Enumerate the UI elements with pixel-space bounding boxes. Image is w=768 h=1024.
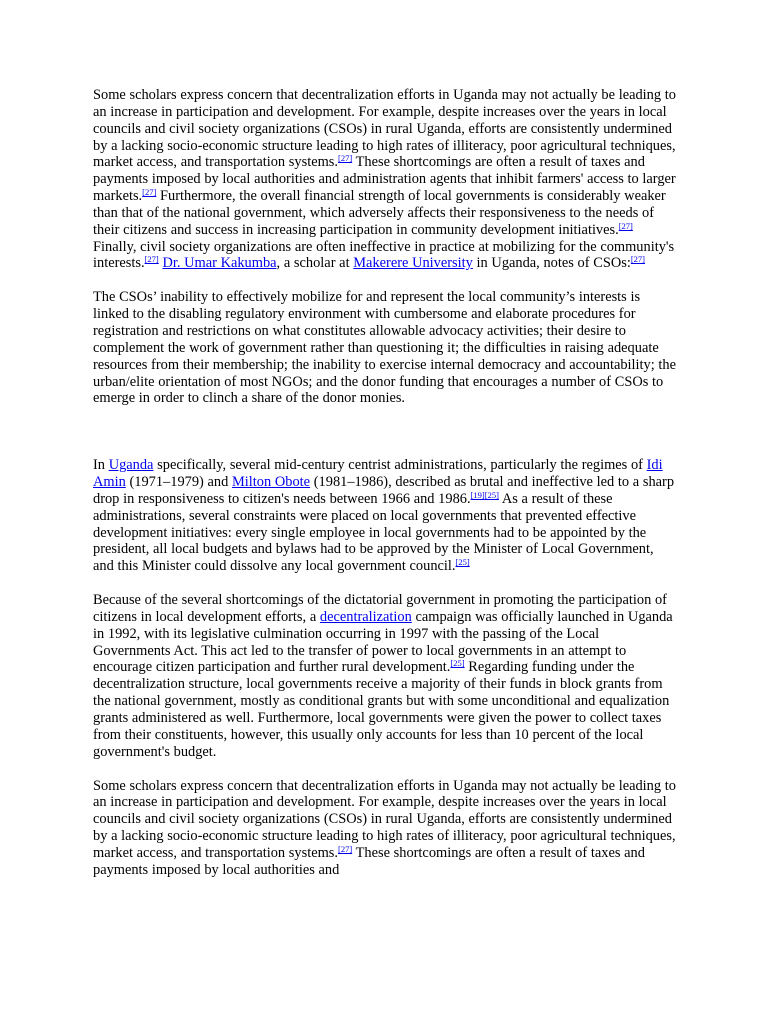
- paragraph-text: Regarding funding under the decentralization structure, local governments receive a majority of their funds in block grants from the national government, mostly as conditional grants but with some unconditional and equalization grants administered as well. Furthermore, local governments were given the power to collect taxes from their constituents, however, this usually only accounts for less than 10 percent of the local government's budget.: [93, 659, 670, 760]
- citation-link[interactable]: [27]: [337, 153, 353, 164]
- paragraph-text: These shortcomings are often a result of taxes and payments imposed by local authorities and: [93, 844, 645, 878]
- paragraph-text: in Uganda, notes of CSOs:: [472, 255, 631, 272]
- paragraph-scholars-concern: [93, 87, 676, 272]
- paragraph-scholars-concern-repeat: [93, 778, 676, 879]
- paragraph-text: In: [93, 457, 109, 474]
- paragraph-text: Because of the several shortcomings of the dictatorial government in promoting the participation of citizens in local development efforts, a: [93, 592, 667, 625]
- paragraph-text: (1971–1979) and: [125, 474, 232, 491]
- citation[interactable]: [338, 844, 352, 854]
- citation[interactable]: [450, 658, 464, 668]
- citation-link[interactable]: [27]: [144, 254, 159, 265]
- citation[interactable]: [456, 557, 470, 567]
- paragraph-text: As a result of these administrations, several constraints were placed on local governments that prevented effective development initiatives: every single employee in local governments had to be appointed by the president, all local budgets and bylaws had to be approved by the Minister of Local Government, and this Minister could dissolve any local government council.: [93, 490, 654, 575]
- link-idi-amin[interactable]: Idi Amin: [93, 457, 663, 491]
- paragraph-text: campaign was officially launched in Uganda in 1992, with its legislative culmination occurring in 1997 with the passing of the Local Governments Act. This act led to the transfer of power to local governments in an attempt to encourage citizen participation and further rural development.: [93, 608, 673, 676]
- paragraph-text: , a scholar at: [276, 255, 354, 272]
- link-uganda[interactable]: Uganda: [108, 457, 154, 474]
- citation-link[interactable]: [27]: [142, 187, 157, 198]
- paragraph-text: Furthermore, the overall financial strength of local governments is considerably weaker than that of the national government, which adversely affects their responsiveness to the needs of their citizens and success in increasing participation in community development initiatives.: [93, 188, 666, 238]
- citation-link[interactable]: [27]: [618, 220, 633, 231]
- paragraph-text: These shortcomings are often a result of taxes and payments imposed by local authorities and administration agents that inhibit farmers' access to larger markets.: [93, 154, 676, 205]
- citation-link[interactable]: [27]: [630, 254, 646, 265]
- citation-link[interactable]: [19]: [470, 489, 485, 500]
- citation[interactable]: [142, 187, 156, 197]
- citation[interactable]: [338, 153, 352, 163]
- citation[interactable]: [471, 490, 499, 500]
- citation-link[interactable]: [25]: [455, 557, 470, 568]
- paragraph-text: Some scholars express concern that decentralization efforts in Uganda may not actually be leading to an increase in participation and development. For example, despite increases over the years in local councils and civil society organizations (CSOs) in rural Uganda, efforts are consistently undermined by a lacking socio-economic structure leading to high rates of illiteracy, poor agricultural techniques, market access, and transportation systems.: [93, 777, 676, 861]
- citation[interactable]: [145, 254, 159, 264]
- link-decentralization[interactable]: decentralization: [319, 608, 412, 625]
- paragraph-text: Some scholars express concern that decentralization efforts in Uganda may not actually be leading to an increase in participation and development. For example, despite increases over the years in local councils and civil society organizations (CSOs) in rural Uganda, efforts are consistently undermined by a lacking socio-economic structure leading to high rates of illiteracy, poor agricultural techniques, market access, and transportation systems.: [93, 87, 676, 171]
- citation[interactable]: [619, 221, 633, 231]
- paragraph-uganda-regimes: [93, 457, 676, 575]
- quote-text: The CSOs’ inability to effectively mobilize for and represent the local community’s interests is linked to the disabling regulatory environment with cumbersome and elaborate procedures for registration and restrictions on what constitutes allowable advocacy activities; their desire to complement the work of government rather than questioning it; the difficulties in raising adequate resources from their membership; the inability to exercise internal democracy and accountability; the urban/elite orientation of most NGOs; and the donor funding that encourages a number of CSOs to emerge in order to clinch a share of the donor monies.: [93, 289, 677, 407]
- paragraph-text: (1981–1986), described as brutal and ineffective led to a sharp drop in responsiveness to citizen's needs between 1966 and 1986.: [93, 474, 675, 507]
- paragraph-text: specifically, several mid-century centrist administrations, particularly the regimes of: [153, 457, 647, 474]
- paragraph-decentralization-campaign: [93, 592, 676, 760]
- citation[interactable]: [631, 254, 645, 264]
- citation-link[interactable]: [25]: [450, 658, 465, 669]
- link-makerere-university[interactable]: Makerere University: [353, 255, 473, 272]
- citation-link[interactable]: [25]: [484, 489, 499, 500]
- link-milton-obote[interactable]: Milton Obote: [232, 474, 311, 491]
- link-umar-kakumba[interactable]: Dr. Umar Kakumba: [162, 255, 277, 272]
- citation-link[interactable]: [27]: [337, 843, 353, 854]
- paragraph-text: Finally, civil society organizations are often ineffective in practice at mobilizing for the community's interests.: [93, 238, 675, 272]
- block-quote-cso: [93, 289, 676, 407]
